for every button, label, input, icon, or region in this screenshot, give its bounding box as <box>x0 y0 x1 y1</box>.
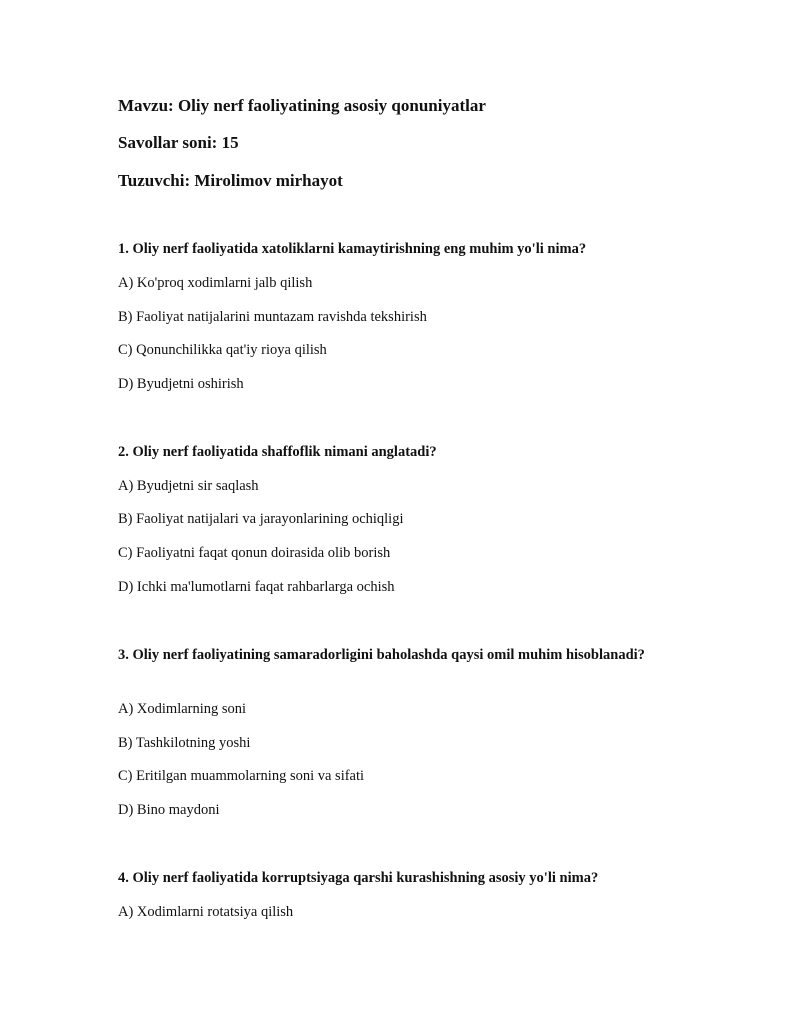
q1-option-d: D) Byudjetni oshirish <box>118 376 244 392</box>
q3-option-a: A) Xodimlarning soni <box>118 701 247 717</box>
q3-option-d: D) Bino maydoni <box>118 802 220 818</box>
q2-option-c: C) Faoliyatni faqat qonun doirasida olib borish <box>118 545 391 561</box>
question-2: 2. Oliy nerf faoliyatida shaffoflik nimani anglatadi? <box>118 444 437 460</box>
question-4: 4. Oliy nerf faoliyatida korruptsiyaga qarshi kurashishning asosiy yo'li nima? <box>118 870 599 886</box>
q2-option-a: A) Byudjetni sir saqlash <box>118 478 259 494</box>
question-3: 3. Oliy nerf faoliyatining samaradorligini baholashda qaysi omil muhim hisoblanadi? <box>118 647 645 663</box>
topic-heading: Mavzu: Oliy nerf faoliyatining asosiy qonuniyatlar <box>118 96 486 115</box>
q1-option-b: B) Faoliyat natijalarini muntazam ravishda tekshirish <box>118 309 427 325</box>
q3-option-c: C) Eritilgan muammolarning soni va sifati <box>118 768 365 784</box>
q1-option-a: A) Ko'proq xodimlarni jalb qilish <box>118 275 313 291</box>
q4-option-a: A) Xodimlarni rotatsiya qilish <box>118 904 294 920</box>
q2-option-d: D) Ichki ma'lumotlarni faqat rahbarlarga ochish <box>118 579 395 595</box>
q1-option-c: C) Qonunchilikka qat'iy rioya qilish <box>118 342 327 358</box>
author-heading: Tuzuvchi: Mirolimov mirhayot <box>118 171 343 190</box>
q2-option-b: B) Faoliyat natijalari va jarayonlarining ochiqligi <box>118 511 404 527</box>
question-count-heading: Savollar soni: 15 <box>118 133 239 152</box>
q3-option-b: B) Tashkilotning yoshi <box>118 735 251 751</box>
question-1: 1. Oliy nerf faoliyatida xatoliklarni kamaytirishning eng muhim yo'li nima? <box>118 241 587 257</box>
